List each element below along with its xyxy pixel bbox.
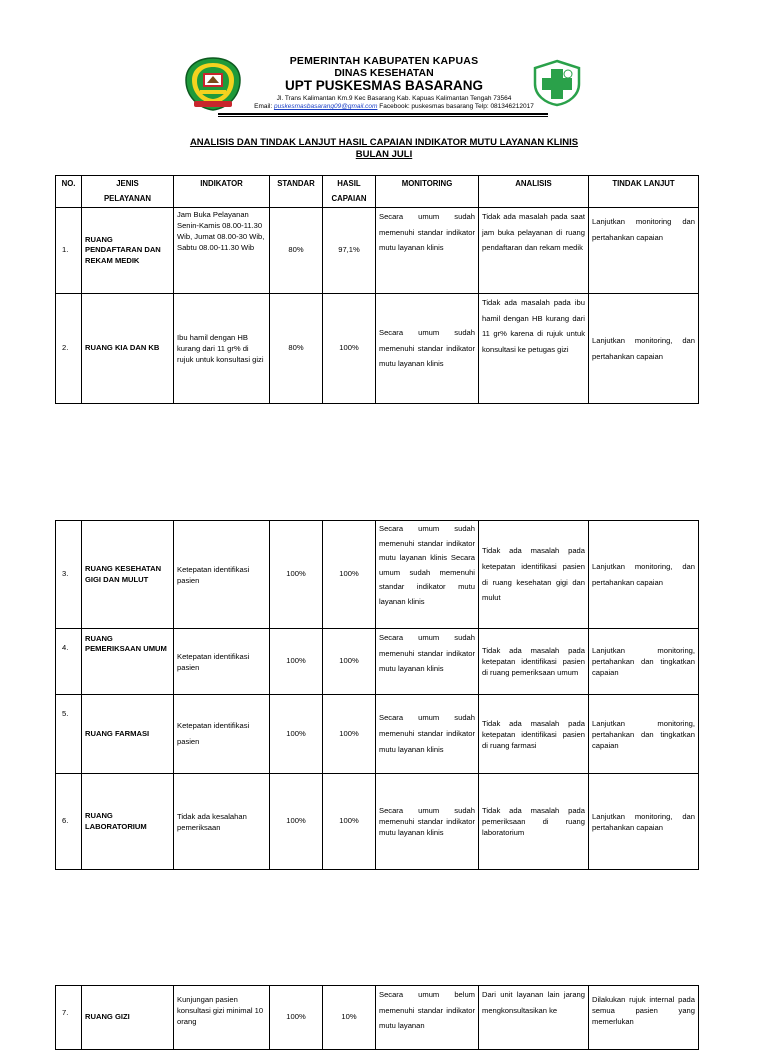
service-unit: RUANG PENDAFTARAN DAN REKAM MEDIK bbox=[82, 208, 174, 294]
result-value: 100% bbox=[323, 294, 376, 404]
institution-address: Jl. Trans Kalimantan Km.9 Kec Basarang Kab. Kapuas Kalimantan Tengah 73564 bbox=[276, 95, 512, 102]
monitoring-note: Secara umum sudah memenuhi standar indikator mutu layanan klinis bbox=[376, 695, 479, 774]
follow-up-note: Lanjutkan monitoring, dan pertahankan capaian bbox=[589, 294, 699, 404]
header-follow-up: TINDAK LANJUT bbox=[589, 176, 699, 208]
table-part-3-clip bbox=[0, 985, 768, 1031]
follow-up-note: Lanjutkan monitoring, dan pertahankan capaian bbox=[589, 774, 699, 870]
header-indicator: INDIKATOR bbox=[174, 176, 270, 208]
analysis-note: Tidak ada masalah pada ketepatan identifikasi pasien di ruang kesehatan gigi dan mulut bbox=[479, 521, 589, 629]
table-header-row bbox=[56, 176, 699, 208]
indicator: Jam Buka Pelayanan Senin-Kamis 08.00-11.30 Wib, Jumat 08.00-30 Wib, Sabtu 08.00-11.30 Wib bbox=[174, 208, 270, 294]
header-no: NO. bbox=[56, 176, 82, 208]
analysis-note: Tidak ada masalah pada ibu hamil dengan HB kurang dari 11 gr% karena di rujuk untuk konsultasi ke petugas gizi bbox=[479, 294, 589, 404]
government-name: PEMERINTAH KABUPATEN KAPUAS bbox=[289, 55, 479, 67]
analysis-note: Tidak ada masalah pada ketepatan identifikasi pasien di ruang pemeriksaan umum bbox=[479, 629, 589, 695]
letterhead bbox=[0, 0, 768, 125]
indicator: Tidak ada kesalahan pemeriksaan bbox=[174, 774, 270, 870]
row-number: 2. bbox=[56, 294, 82, 404]
email-link[interactable]: puskesmasbasarang09@gmail.com bbox=[274, 103, 378, 110]
analysis-note: Tidak ada masalah pada ketepatan identifikasi pasien di ruang farmasi bbox=[479, 695, 589, 774]
service-unit: RUANG PEMERIKSAAN UMUM bbox=[82, 629, 174, 695]
quality-indicator-table-part-1 bbox=[55, 175, 699, 404]
table-row bbox=[56, 774, 699, 870]
result-value: 100% bbox=[323, 521, 376, 629]
department-name: DINAS KESEHATAN bbox=[334, 67, 434, 79]
follow-up-note: Lanjutkan monitoring dan pertahankan capaian bbox=[589, 208, 699, 294]
standard-value: 100% bbox=[270, 521, 323, 629]
monitoring-note: Secara umum sudah memenuhi standar indikator mutu layanan klinis Secara umum sudah memenuhi standar indikator mutu layanan klinis bbox=[376, 521, 479, 629]
monitoring-note: Secara umum sudah memenuhi standar indikator mutu layanan klinis bbox=[376, 629, 479, 695]
analysis-note: Dari unit layanan lain jarang mengkonsultasikan ke bbox=[479, 986, 589, 1050]
header-result: HASIL CAPAIAN bbox=[323, 176, 376, 208]
follow-up-note: Lanjutkan monitoring, pertahankan dan tingkatkan capaian bbox=[589, 629, 699, 695]
result-value: 97,1% bbox=[323, 208, 376, 294]
letterhead-rule-thick bbox=[218, 113, 548, 115]
table-row bbox=[56, 629, 699, 695]
follow-up-note: Lanjutkan monitoring, pertahankan dan tingkatkan capaian bbox=[589, 695, 699, 774]
follow-up-note: Dilakukan rujuk internal pada semua pasien yang memerlukan bbox=[589, 986, 699, 1050]
table-row bbox=[56, 695, 699, 774]
result-value: 100% bbox=[323, 774, 376, 870]
letterhead-rule-thin bbox=[218, 116, 548, 117]
result-value: 10% bbox=[323, 986, 376, 1050]
indicator: Kunjungan pasien konsultasi gizi minimal 10 orang bbox=[174, 986, 270, 1050]
puskesmas-cross-logo-icon bbox=[532, 60, 582, 106]
institution-name: UPT PUSKESMAS BASARANG bbox=[284, 78, 484, 93]
result-value: 100% bbox=[323, 629, 376, 695]
table-row bbox=[56, 208, 699, 294]
institution-contact bbox=[10, 103, 778, 110]
result-value: 100% bbox=[323, 695, 376, 774]
standard-value: 80% bbox=[270, 208, 323, 294]
monitoring-note: Secara umum belum memenuhi standar indikator mutu layanan bbox=[376, 986, 479, 1050]
header-monitoring: MONITORING bbox=[376, 176, 479, 208]
row-number: 7. bbox=[56, 986, 82, 1050]
row-number: 4. bbox=[56, 629, 82, 695]
header-service-type: JENIS PELAYANAN bbox=[82, 176, 174, 208]
quality-indicator-table-part-2 bbox=[55, 520, 699, 870]
document-title: ANALISIS DAN TINDAK LANJUT HASIL CAPAIAN INDIKATOR MUTU LAYANAN KLINIS bbox=[189, 137, 579, 148]
indicator: Ketepatan identifikasi pasien bbox=[174, 521, 270, 629]
service-unit: RUANG GIZI bbox=[82, 986, 174, 1050]
standard-value: 100% bbox=[270, 629, 323, 695]
document-subtitle: BULAN JULI bbox=[355, 149, 413, 160]
row-number: 1. bbox=[56, 208, 82, 294]
analysis-note: Tidak ada masalah pada saat jam buka pelayanan di ruang pendaftaran dan rekam medik bbox=[479, 208, 589, 294]
standard-value: 100% bbox=[270, 695, 323, 774]
monitoring-note: Secara umum sudah memenuhi standar indikator mutu layanan klinis bbox=[376, 774, 479, 870]
quality-indicator-table-part-3 bbox=[55, 985, 699, 1050]
follow-up-note: Lanjutkan monitoring, dan pertahankan capaian bbox=[589, 521, 699, 629]
table-row bbox=[56, 986, 699, 1050]
row-number: 6. bbox=[56, 774, 82, 870]
monitoring-note: Secara umum sudah memenuhi standar indikator mutu layanan klinis bbox=[376, 294, 479, 404]
analysis-note: Tidak ada masalah pada pemeriksaan di ruang laboratorium bbox=[479, 774, 589, 870]
contact-details: Facebook: puskesmas basarang Telp: 081346212017 bbox=[377, 103, 534, 110]
indicator: Ketepatan identifikasi pasien bbox=[174, 695, 270, 774]
header-analysis: ANALISIS bbox=[479, 176, 589, 208]
service-unit: RUANG LABORATORIUM bbox=[82, 774, 174, 870]
service-unit: RUANG KIA DAN KB bbox=[82, 294, 174, 404]
row-number: 5. bbox=[56, 695, 82, 774]
service-unit: RUANG FARMASI bbox=[82, 695, 174, 774]
standard-value: 100% bbox=[270, 774, 323, 870]
email-label: Email: bbox=[254, 103, 273, 110]
row-number: 3. bbox=[56, 521, 82, 629]
monitoring-note: Secara umum sudah memenuhi standar indikator mutu layanan klinis bbox=[376, 208, 479, 294]
table-row bbox=[56, 294, 699, 404]
header-standard: STANDAR bbox=[270, 176, 323, 208]
standard-value: 100% bbox=[270, 986, 323, 1050]
service-unit: RUANG KESEHATAN GIGI DAN MULUT bbox=[82, 521, 174, 629]
indicator: Ibu hamil dengan HB kurang dari 11 gr% di rujuk untuk konsultasi gizi bbox=[174, 294, 270, 404]
table-row bbox=[56, 521, 699, 629]
standard-value: 80% bbox=[270, 294, 323, 404]
indicator: Ketepatan identifikasi pasien bbox=[174, 629, 270, 695]
